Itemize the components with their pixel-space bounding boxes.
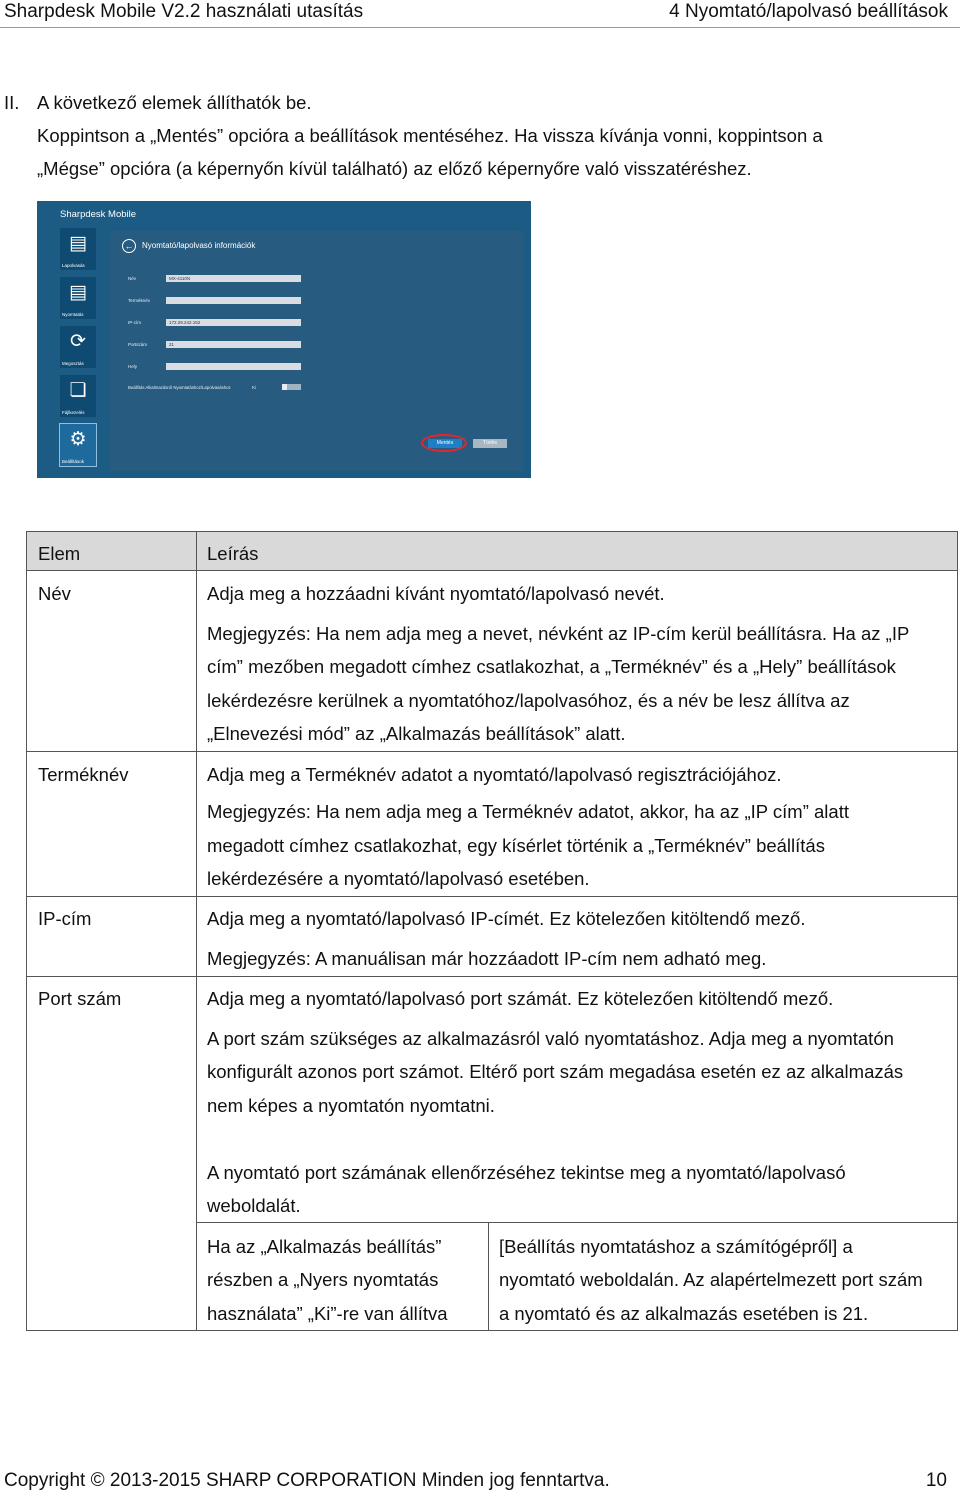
share-icon: ⟳ (70, 331, 86, 352)
intro-line-3: „Mégse” opcióra (a képernyőn kívül található) az előző képernyőre való visszatéréshez. (37, 158, 752, 179)
row-desc-line: megadott címhez csatlakozhat, egy kísérlet történik a „Terméknév” beállítás (207, 835, 825, 856)
cancel-button[interactable]: Törlés (473, 439, 507, 448)
subtable-left-line: Ha az „Alkalmazás beállítás” (207, 1236, 442, 1257)
field-label-port: Portszám (128, 342, 148, 347)
sidebar-tile-share[interactable] (60, 326, 96, 368)
row-desc-line: nem képes a nyomtatón nyomtatni. (207, 1095, 495, 1116)
row-divider (26, 976, 958, 977)
row-desc-line: Adja meg a Terméknév adatot a nyomtató/lapolvasó regisztrációjához. (207, 764, 782, 785)
sidebar-tile-label: Beállítások (62, 459, 85, 464)
column-divider (196, 531, 197, 1331)
sidebar-tile-print[interactable] (60, 277, 96, 319)
row-desc-line: cím” mezőben megadott címhez csatlakozhat, a „Terméknév” és a „Hely” beállítások (207, 656, 896, 677)
sidebar-tile-label: Fájlkezelés (62, 410, 85, 415)
row-item-port: Port szám (38, 988, 122, 1009)
sidebar-tile-label: Lapolvasás (62, 263, 85, 268)
sidebar-tile-label: Nyomtatás (62, 312, 84, 317)
printer-icon: ▤ (69, 282, 87, 303)
sidebar-tile-settings[interactable] (60, 424, 96, 466)
subtable-left-line: részben a „Nyers nyomtatás (207, 1269, 439, 1290)
row-item-ip: IP-cím (38, 908, 92, 929)
settings-panel (110, 231, 524, 471)
row-desc-line: Adja meg a hozzáadni kívánt nyomtató/lapolvasó nevét. (207, 583, 665, 604)
row-desc-line: Megjegyzés: Ha nem adja meg a Terméknév adatot, akkor, ha az „IP cím” alatt (207, 801, 849, 822)
back-arrow-icon[interactable]: ← (122, 239, 136, 253)
row-desc-line: Adja meg a nyomtató/lapolvasó port számát. Ez kötelezően kitöltendő mező. (207, 988, 834, 1009)
raw-print-toggle[interactable] (282, 384, 301, 390)
page-number: 10 (925, 1470, 947, 1491)
row-desc-line: A nyomtató port számának ellenőrzéséhez tekintse meg a nyomtató/lapolvasó (207, 1162, 846, 1183)
row-desc-line: Megjegyzés: Ha nem adja meg a nevet, névként az IP-cím kerül beállításra. Ha az „IP (207, 623, 910, 644)
header-description: Leírás (207, 543, 259, 564)
row-desc-line: weboldalát. (207, 1195, 301, 1216)
gear-icon: ⚙ (69, 429, 87, 450)
name-field[interactable]: MX-4110N (166, 275, 301, 282)
sidebar-tile-scan[interactable] (60, 228, 96, 270)
subtable-divider (488, 1222, 489, 1331)
row-divider (26, 751, 958, 752)
copyright-footer: Copyright © 2013-2015 SHARP CORPORATION Minden jog fenntartva. (4, 1470, 610, 1491)
field-label-ip: IP-cím (128, 320, 141, 325)
app-screenshot (37, 201, 531, 478)
row-desc-line: „Elnevezési mód” az „Alkalmazás beállítások” alatt. (207, 723, 626, 744)
row-item-name: Név (38, 583, 71, 604)
subtable-left-line: használata” „Ki”-re van állítva (207, 1303, 448, 1324)
row-desc-line: lekérdezésére a nyomtató/lapolvasó esetében. (207, 868, 590, 889)
running-header-title: Sharpdesk Mobile V2.2 használati utasítás (4, 1, 364, 22)
subtable-right-line: [Beállítás nyomtatáshoz a számítógépről] a (499, 1236, 853, 1257)
running-header-section: 4 Nyomtató/lapolvasó beállítások (669, 1, 948, 22)
subtable-right-line: a nyomtató és az alkalmazás esetében is 21. (499, 1303, 869, 1324)
row-desc-line: Megjegyzés: A manuálisan már hozzáadott IP-cím nem adható meg. (207, 948, 767, 969)
row-desc-line: konfigurált azonos port számot. Eltérő port szám megadása esetén ez az alkalmazás (207, 1061, 904, 1082)
screen-title: Nyomtató/lapolvasó információk (142, 241, 256, 250)
product-name-field[interactable] (166, 297, 301, 304)
intro-line-1: A következő elemek állíthatók be. (37, 92, 312, 113)
port-field[interactable]: 21 (166, 341, 301, 348)
location-field[interactable] (166, 363, 301, 370)
sidebar-tile-label: Megosztás (62, 361, 84, 366)
field-label-location: Hely (128, 364, 138, 369)
subtable-right-line: nyomtató weboldalán. Az alapértelmezett port szám (499, 1269, 923, 1290)
raw-print-toggle-label: Beállítás Alkalmazásról Nyomtatáshoz/Lapolvasáshoz (128, 385, 231, 390)
field-label-name: Név (128, 276, 137, 281)
highlight-circle (421, 434, 467, 452)
intro-text (4, 86, 823, 185)
row-divider (26, 896, 958, 897)
field-label-product: Terméknév (128, 298, 151, 303)
sidebar-tile-files[interactable] (60, 375, 96, 417)
scanner-icon: ▤ (69, 233, 87, 254)
app-title: Sharpdesk Mobile (60, 209, 137, 220)
row-divider (26, 570, 958, 571)
subtable-top-rule (196, 1222, 958, 1223)
save-button[interactable]: Mentés (428, 439, 462, 448)
header-rule (0, 27, 960, 28)
row-desc-line: Adja meg a nyomtató/lapolvasó IP-címét. Ez kötelezően kitöltendő mező. (207, 908, 806, 929)
header-item: Elem (38, 543, 81, 564)
row-desc-line: lekérdezésre kerülnek a nyomtatóhoz/lapolvasóhoz, és a név be lesz állítva az (207, 690, 850, 711)
row-desc-line: A port szám szükséges az alkalmazásról való nyomtatáshoz. Adja meg a nyomtatón (207, 1028, 894, 1049)
intro-line-2: Koppintson a „Mentés” opcióra a beállítások mentéséhez. Ha vissza kívánja vonni, koppintson a (37, 125, 823, 146)
ip-address-field[interactable]: 172.29.242.152 (166, 319, 301, 326)
row-item-product: Terméknév (38, 764, 129, 785)
raw-print-toggle-value: Ki (252, 385, 256, 390)
step-number: II. (4, 92, 20, 113)
files-icon: ❏ (69, 380, 87, 401)
